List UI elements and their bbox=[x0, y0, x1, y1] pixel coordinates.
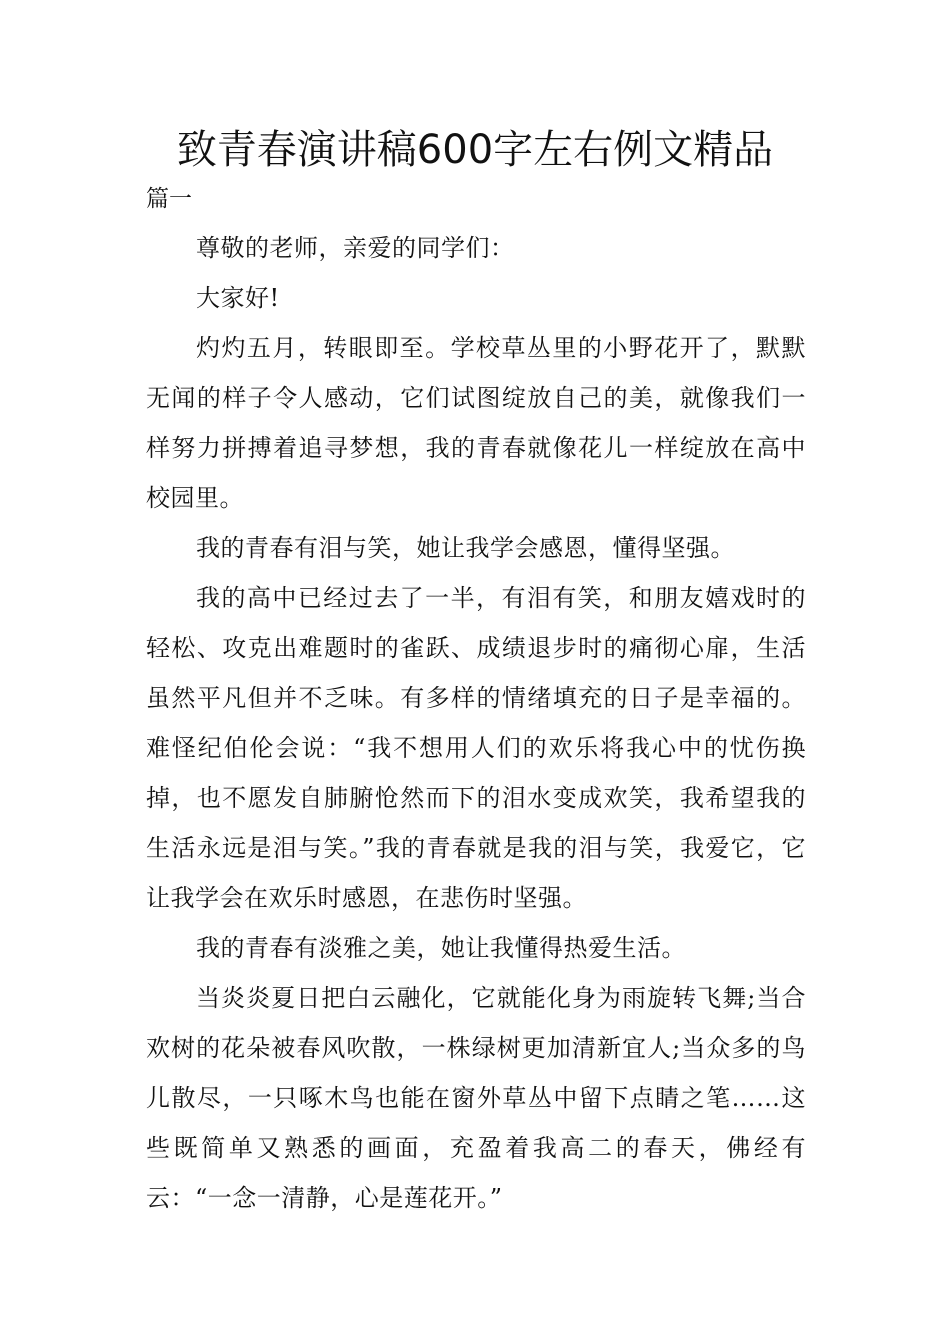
document-body bbox=[146, 223, 806, 1223]
document-title: 致青春演讲稿600字左右例文精品 bbox=[176, 127, 774, 173]
paragraph-hello: 大家好! bbox=[196, 284, 280, 312]
section-label: 篇一 bbox=[146, 186, 192, 212]
paragraph-elegance: 我的青春有淡雅之美，她让我懂得热爱生活。 bbox=[196, 934, 686, 962]
paragraph-greeting: 尊敬的老师，亲爱的同学们： bbox=[196, 234, 515, 262]
paragraph-tears-laughter: 我的青春有泪与笑，她让我学会感恩，懂得坚强。 bbox=[196, 534, 735, 562]
paragraph-high-school: 我的高中已经过去了一半，有泪有笑，和朋友嬉戏时的轻松、攻克出难题时的雀跃、成绩退步时的痛彻心扉，生活虽然平凡但并不乏味。有多样的情绪填充的日子是幸福的。难怪纪伯伦会说：“我不想用人们的欢乐将我心中的忧伤换掉，也不愿发自肺腑怆然而下的泪水变成欢笑，我希望我的生活永远是泪与笑。”我的青春就是我的泪与笑，我爱它，它让我学会在欢乐时感恩，在悲伤时坚强。 bbox=[146, 584, 806, 912]
paragraph-summer: 当炎炎夏日把白云融化，它就能化身为雨旋转飞舞;当合欢树的花朵被春风吹散，一株绿树更加清新宜人;当众多的鸟儿散尽，一只啄木鸟也能在窗外草丛中留下点睛之笔……这些既简单又熟悉的画面，充盈着我高二的春天，佛经有云：“一念一清静，心是莲花开。” bbox=[146, 984, 806, 1212]
paragraph-may: 灼灼五月，转眼即至。学校草丛里的小野花开了，默默无闻的样子令人感动，它们试图绽放自己的美，就像我们一样努力拼搏着追寻梦想，我的青春就像花儿一样绽放在高中校园里。 bbox=[146, 334, 806, 512]
